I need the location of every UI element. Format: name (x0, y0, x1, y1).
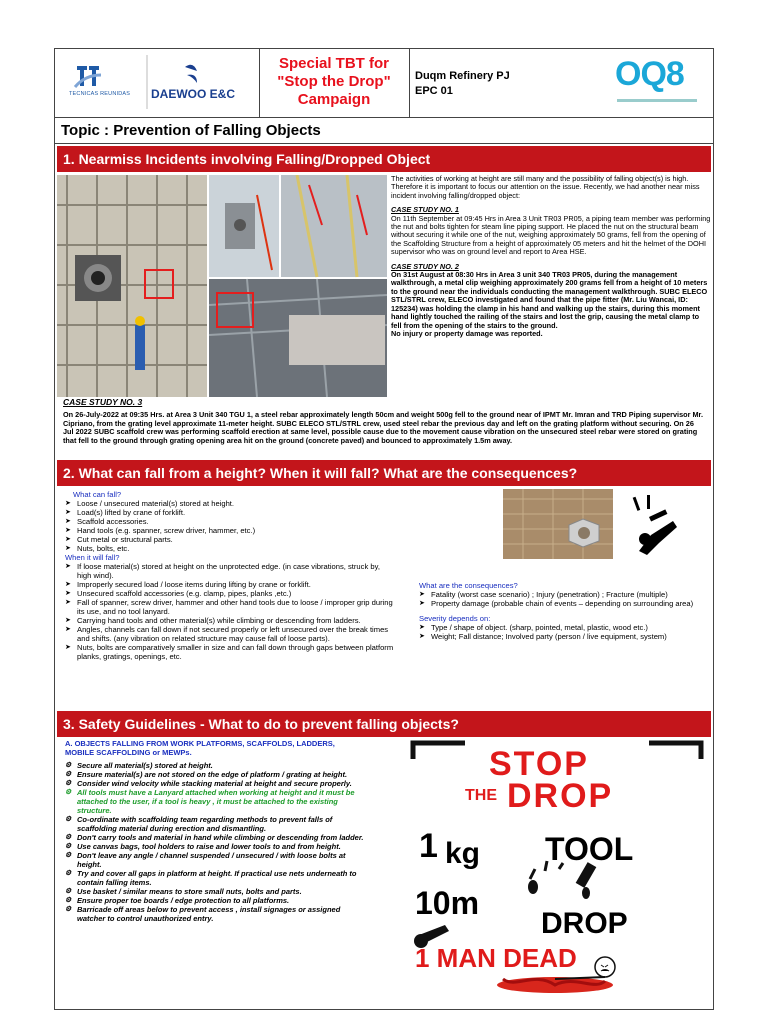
nut-on-grating-icon (503, 489, 613, 559)
project-cell (409, 49, 713, 117)
guideline-item: ⚙ Ensure proper toe boards / edge protection to all platforms. (65, 896, 365, 905)
what-fall-item: ➤ Cut metal or structural parts. (65, 535, 395, 544)
case3-text: On 26-July-2022 at 09:35 Hrs. at Area 3 Unit 340 TGU 1, a steel rebar approximately length 50cm and weight 500g fell to the ground near of IPMT Mr. Imran and TRD Piping supervisor Mr. Cipriano, from the grating level approximate 11-meter height. SUBC ELECO STL/STRL crew, used steel rebar the previous day and left on the grating platform without securing. On 26 Jul 2022 SUBC scaffold crew was performing scaffold erection at same level, possible cause due to the movement cause vibration on the unsecured steel rebar were stored on grating that fell to the ground through grating opening area hit on the ground (concrete paved) and bounced to approximately 1.5m away. (63, 410, 704, 445)
consequences-list (419, 590, 709, 608)
falling-object-hit-icon (629, 493, 681, 557)
poster-kg: kg (445, 837, 481, 870)
section1-text (391, 175, 711, 338)
incident-photo-collage (57, 175, 387, 397)
contractor-logos (55, 49, 260, 117)
section1-intro: The activities of working at height are still many and the possibility of falling object(s) is high. Therefore it is important to focus our attention on the issue. Recently, we had another near miss incident involving falling/dropped object: (391, 174, 700, 200)
poster-man-dead: 1 MAN DEAD (415, 943, 577, 973)
when-fall-item: ➤ Nuts, bolts are comparatively smaller in size and can fall down through gaps between platform planks, gratings, openings, etc. (65, 643, 395, 661)
what-fall-title: What can fall? (73, 490, 122, 499)
severity-item: ➤ Weight; Fall distance; Involved party (person / live equipment, system) (419, 632, 709, 641)
title-line-2: "Stop the Drop" (277, 73, 391, 90)
stop-the-drop-poster (405, 739, 709, 1009)
guidelines-list (65, 761, 365, 923)
severity-title: Severity depends on: (419, 614, 491, 623)
tr-daewoo-logos-icon (55, 49, 259, 117)
topic-title: Topic : Prevention of Falling Objects (55, 118, 713, 144)
what-fall-item: ➤ Hand tools (e.g. spanner, screw driver, hammer, etc.) (65, 526, 395, 535)
section2-left (65, 490, 395, 661)
poster-stop: STOP (489, 745, 589, 783)
consequence-item: ➤ Fatality (worst case scenario) ; Injury (penetration) ; Fracture (multiple) (419, 590, 709, 599)
section2-right (419, 581, 709, 641)
guideline-item: ⚙ Don't carry tools and material in hand while climbing or descending from ladder. (65, 833, 365, 842)
what-fall-item: ➤ Load(s) lifted by crane of forklift. (65, 508, 395, 517)
guideline-item: ⚙ Co-ordinate with scaffolding team regarding methods to prevent falls of scaffolding material during erection and dismantling. (65, 815, 365, 833)
when-fall-item: ➤ Improperly secured load / loose items during lifting by crane or forklift. (65, 580, 395, 589)
section3-left (65, 739, 365, 923)
title-line-3: Campaign (297, 91, 371, 108)
oq8-logo-caption-icon (617, 99, 697, 102)
guideline-item: ⚙ Don't leave any angle / channel suspended / unsecured / with loose bolts at height. (65, 851, 365, 869)
guideline-item: ⚙ Ensure material(s) are not stored on the edge of platform / grating at height. (65, 770, 365, 779)
section2-header: 2. What can fall from a height? When it will fall? What are the consequences? (57, 460, 711, 486)
consequences-title: What are the consequences? (419, 581, 518, 590)
section1-header: 1. Nearmiss Incidents involving Falling/Dropped Object (57, 146, 711, 172)
poster-10m: 10m (415, 885, 480, 921)
title-cell (259, 49, 410, 117)
poster-1: 1 (419, 827, 438, 865)
poster-tool: TOOL (545, 831, 634, 867)
guidelines-subtitle: A. OBJECTS FALLING FROM WORK PLATFORMS, SCAFFOLDS, LADDERS, MOBILE SCAFFOLDING or MEWPs. (65, 739, 335, 757)
when-fall-title: When it will fall? (65, 553, 120, 562)
case2-title: CASE STUDY NO. 2 (391, 261, 459, 271)
what-fall-item: ➤ Nuts, bolts, etc. (65, 544, 395, 553)
case3-title: CASE STUDY NO. 3 (63, 397, 143, 407)
case1-text: On 11th September at 09:45 Hrs in Area 3 Unit TR03 PR05, a piping team member was performing the nut and bolts tighten for steam line piping support. He placed the nut on the structural beam without securing it while one of the nut, weighing approximately 50 grams, fell from the opening of the Scaffolding Structure from a height of approximately 05 meters and hit the helmet of the DOHI supervisor who was on ground level and report to Area HSE. (391, 213, 711, 257)
guideline-item: ⚙ Use canvas bags, tool holders to raise and lower tools to and from height. (65, 842, 365, 851)
section3-header: 3. Safety Guidelines - What to do to prevent falling objects? (57, 711, 711, 737)
guideline-item: ⚙ Use basket / similar means to store small nuts, bolts and parts. (65, 887, 365, 896)
what-fall-list (65, 499, 395, 553)
when-fall-item: ➤ If loose material(s) stored at height on the unprotected edge. (in case vibrations, struck by, high wind). (65, 562, 395, 580)
tbt-sheet (54, 48, 714, 1010)
oq8-logo: OQ8 (615, 55, 684, 93)
bolt-photo (503, 489, 613, 559)
poster-drop: DROP (507, 777, 614, 815)
incident-photos-icon (57, 175, 387, 397)
severity-item: ➤ Type / shape of object. (sharp, pointed, metal, plastic, wood etc.) (419, 623, 709, 632)
when-fall-item: ➤ Fall of spanner, screw driver, hammer and other hand tools due to loose / improper grip during its use, and no tool lanyard. (65, 598, 395, 616)
when-fall-item: ➤ Angles, channels can fall down if not secured properly or left unsecured over the break times and shifts. (any vibration on related structure may cause fall of loose parts). (65, 625, 395, 643)
when-fall-item: ➤ Carrying hand tools and other material(s) while climbing or descending from ladders. (65, 616, 395, 625)
guideline-item: ⚙ Try and cover all gaps in platform at height. If practical use nets underneath to contain falling items. (65, 869, 365, 887)
case2-end: No injury or property damage was reported. (391, 328, 543, 338)
case2-text: On 31st August at 08:30 Hrs in Area 3 unit 340 TR03 PR05, during the management walkthrough, a metal clip weighing approximately 200 grams fell from a height of 10 meters to the ground near the individuals conducting the management walkthrough. SUBC ELECO STL/STRL crew, ELECO investigated and found that the pipe fitter (Mr. Liu Wancai, ID: 125234) was holding the clamp in his hand and walking up the stairs, during this moment hand lightly touched the railing of the stairs and lost the grip, causing the metal clamp to fell from the opening of the stairs to the ground. (391, 270, 708, 330)
poster-the: THE (465, 787, 497, 804)
when-fall-item: ➤ Unsecured scaffold accessories (e.g. clamp, pipes, planks ,etc.) (65, 589, 395, 598)
daewoo-logo-text: DAEWOO E&C (151, 87, 235, 101)
guideline-item: ⚙ Consider wind velocity while stacking material at height and secure properly. (65, 779, 365, 788)
title-line-1: Special TBT for (278, 55, 390, 72)
header (55, 49, 713, 118)
falling-objects-sign (629, 493, 681, 557)
poster-drop2: DROP (541, 907, 628, 940)
consequence-item: ➤ Property damage (probable chain of events – depending on surrounding area) (419, 599, 709, 608)
when-fall-list (65, 562, 395, 661)
severity-list (419, 623, 709, 641)
tr-logo-text: TECNICAS REUNIDAS (69, 91, 131, 97)
guideline-item: ⚙ All tools must have a Lanyard attached when working at height and it must be attached to the user, if a tool is heavy , it must be attached to the existing structure. (65, 788, 365, 815)
case1-title: CASE STUDY NO. 1 (391, 205, 459, 215)
guideline-item: ⚙ Barricade off areas below to prevent access , install signages or assigned watcher to control unauthorized entry. (65, 905, 365, 923)
what-fall-item: ➤ Loose / unsecured material(s) stored at height. (65, 499, 395, 508)
project-name: Duqm Refinery PJ (415, 70, 510, 82)
project-epc: EPC 01 (415, 85, 453, 97)
guideline-item: ⚙ Secure all material(s) stored at height. (65, 761, 365, 770)
what-fall-item: ➤ Scaffold accessories. (65, 517, 395, 526)
